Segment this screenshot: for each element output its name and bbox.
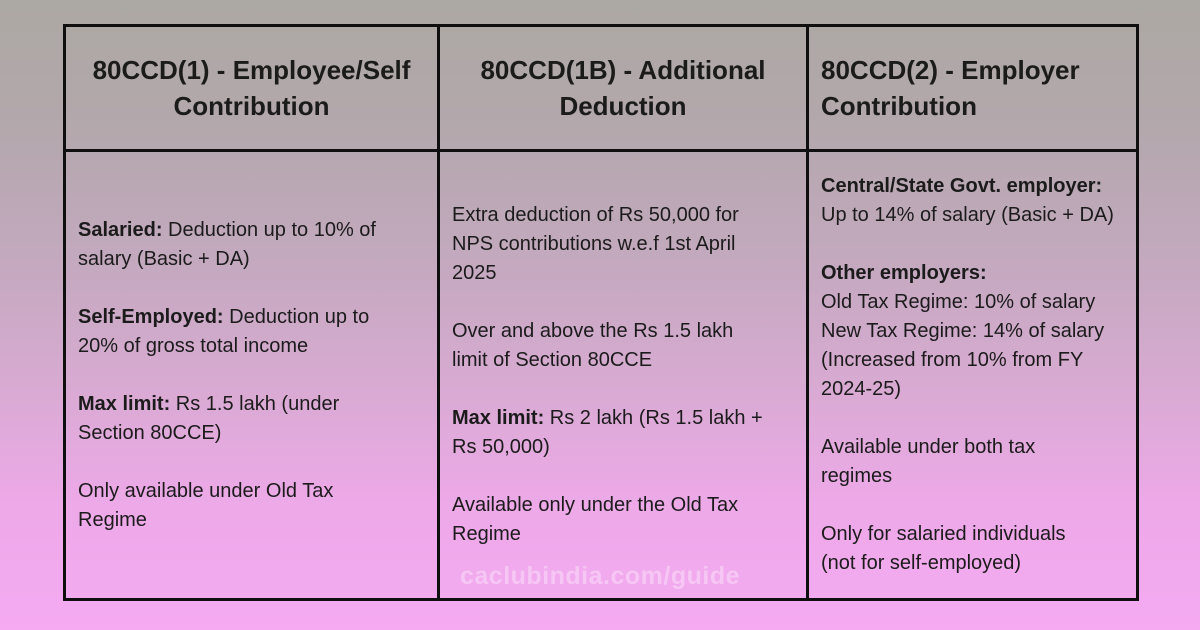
body-cell-80ccd2 (808, 151, 1138, 600)
body-cell-80ccd1 (65, 151, 439, 600)
cell-paragraph: Available only under the Old Tax Regime (452, 494, 739, 545)
body-row (65, 151, 1138, 600)
cell-paragraph: Max limit: Rs 1.5 lakh (under Section 80CCE) (78, 392, 340, 444)
column-header-80ccd1: 80CCD(1) - Employee/Self Contribution (65, 26, 439, 151)
column-header-80ccd2: 80CCD(2) - Employer Contribution (808, 26, 1138, 151)
cell-paragraph: Salaried: Deduction up to 10% of salary (Basic + DA) (78, 218, 376, 270)
nps-80ccd-comparison-table (63, 24, 1139, 601)
cell-paragraph: Self-Employed: Deduction up to 20% of gross total income (78, 305, 370, 357)
watermark-url: caclubindia.com/guide (460, 562, 740, 590)
cell-paragraph: Only available under Old Tax Regime (78, 479, 334, 531)
cell-paragraph: Available under both tax regimes (821, 436, 1036, 487)
header-row (65, 26, 1138, 151)
cell-paragraph: Only for salaried individuals (not for self-employed) (821, 523, 1066, 574)
cell-paragraph: Central/State Govt. employer: Up to 14% of salary (Basic + DA) (821, 175, 1114, 226)
cell-paragraph: Other employers: Old Tax Regime: 10% of salary New Tax Regime: 14% of salary (Increased from 10% from FY 2024-25) (821, 262, 1105, 400)
cell-paragraph: Max limit: Rs 2 lakh (Rs 1.5 lakh + Rs 50,000) (452, 407, 763, 458)
cell-paragraph: Extra deduction of Rs 50,000 for NPS contributions w.e.f 1st April 2025 (452, 204, 739, 284)
body-cell-80ccd1b (439, 151, 808, 600)
column-header-80ccd1b: 80CCD(1B) - Additional Deduction (439, 26, 808, 151)
cell-paragraph: Over and above the Rs 1.5 lakh limit of Section 80CCE (452, 320, 734, 371)
